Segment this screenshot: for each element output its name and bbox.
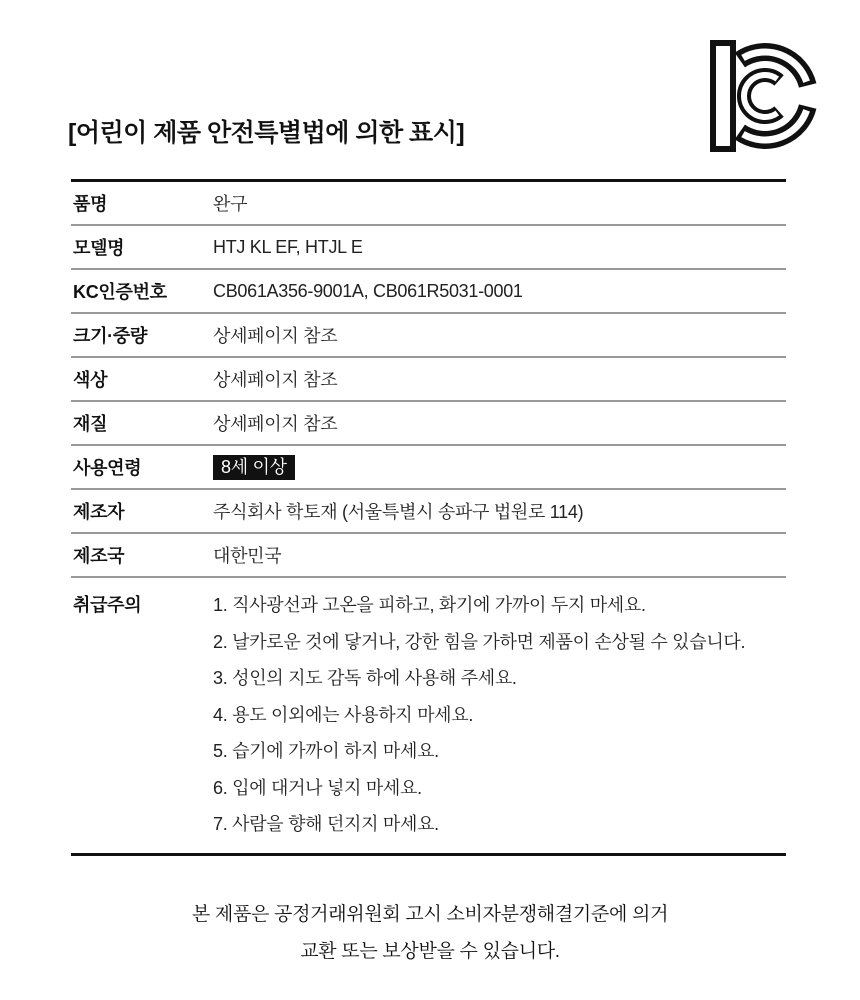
row-value: 상세페이지 참조 [213, 326, 338, 346]
row-value: 상세페이지 참조 [213, 370, 338, 390]
caution-item: 6. 입에 대거나 넣지 마세요. [213, 777, 422, 798]
row-label: 취급주의 [73, 595, 142, 615]
table-row-kc-cert-number [71, 270, 786, 314]
table-row-material [71, 402, 786, 446]
table-row-product-name [71, 182, 786, 226]
row-value: 완구 [213, 194, 248, 214]
age-badge: 8세 이상 [213, 455, 295, 480]
row-value [213, 455, 786, 480]
caution-item: 2. 날카로운 것에 닿거나, 강한 힘을 가하면 제품이 손상될 수 있습니다. [213, 631, 746, 652]
row-label: 재질 [73, 414, 108, 434]
product-info-table [71, 179, 786, 856]
caution-item: 4. 용도 이외에는 사용하지 마세요. [213, 704, 474, 725]
row-value: CB061A356-9001A, CB061R5031-0001 [213, 280, 523, 301]
table-row-country-of-origin [71, 534, 786, 578]
footer-line-1: 본 제품은 공정거래위원회 고시 소비자분쟁해결기준에 의거 [191, 904, 669, 925]
table-row-handling-caution [71, 578, 786, 853]
row-label: 제조자 [73, 502, 125, 522]
row-label: 모델명 [73, 238, 125, 258]
table-row-size-weight [71, 314, 786, 358]
row-value: 대한민국 [213, 546, 282, 566]
footer-line-2: 교환 또는 보상받을 수 있습니다. [300, 941, 560, 962]
footer-notice [0, 896, 860, 970]
caution-item: 5. 습기에 가까이 하지 마세요. [213, 741, 439, 761]
table-row-color [71, 358, 786, 402]
caution-item: 7. 사람을 향해 던지지 마세요. [213, 814, 439, 834]
caution-list [213, 587, 786, 843]
table-row-manufacturer [71, 490, 786, 534]
table-row-model-name [71, 226, 786, 270]
row-label: 크기·중량 [73, 326, 148, 346]
caution-item: 1. 직사광선과 고온을 피하고, 화기에 가까이 두지 마세요. [213, 595, 646, 615]
row-value: 주식회사 학토재 (서울특별시 송파구 법원로 114) [213, 502, 584, 522]
row-value: 상세페이지 참조 [213, 414, 338, 434]
row-label: 품명 [73, 194, 108, 214]
row-label: 사용연령 [73, 458, 142, 478]
caution-item: 3. 성인의 지도 감독 하에 사용해 주세요. [213, 668, 517, 688]
row-value: HTJ KL EF, HTJL E [213, 236, 363, 257]
row-label: KC인증번호 [73, 282, 167, 302]
row-label: 색상 [73, 370, 108, 390]
table-row-age-range [71, 446, 786, 490]
kc-certification-mark-icon [710, 38, 818, 154]
page-title: [어린이 제품 안전특별법에 의한 표시] [68, 119, 465, 147]
row-label: 제조국 [73, 546, 125, 566]
